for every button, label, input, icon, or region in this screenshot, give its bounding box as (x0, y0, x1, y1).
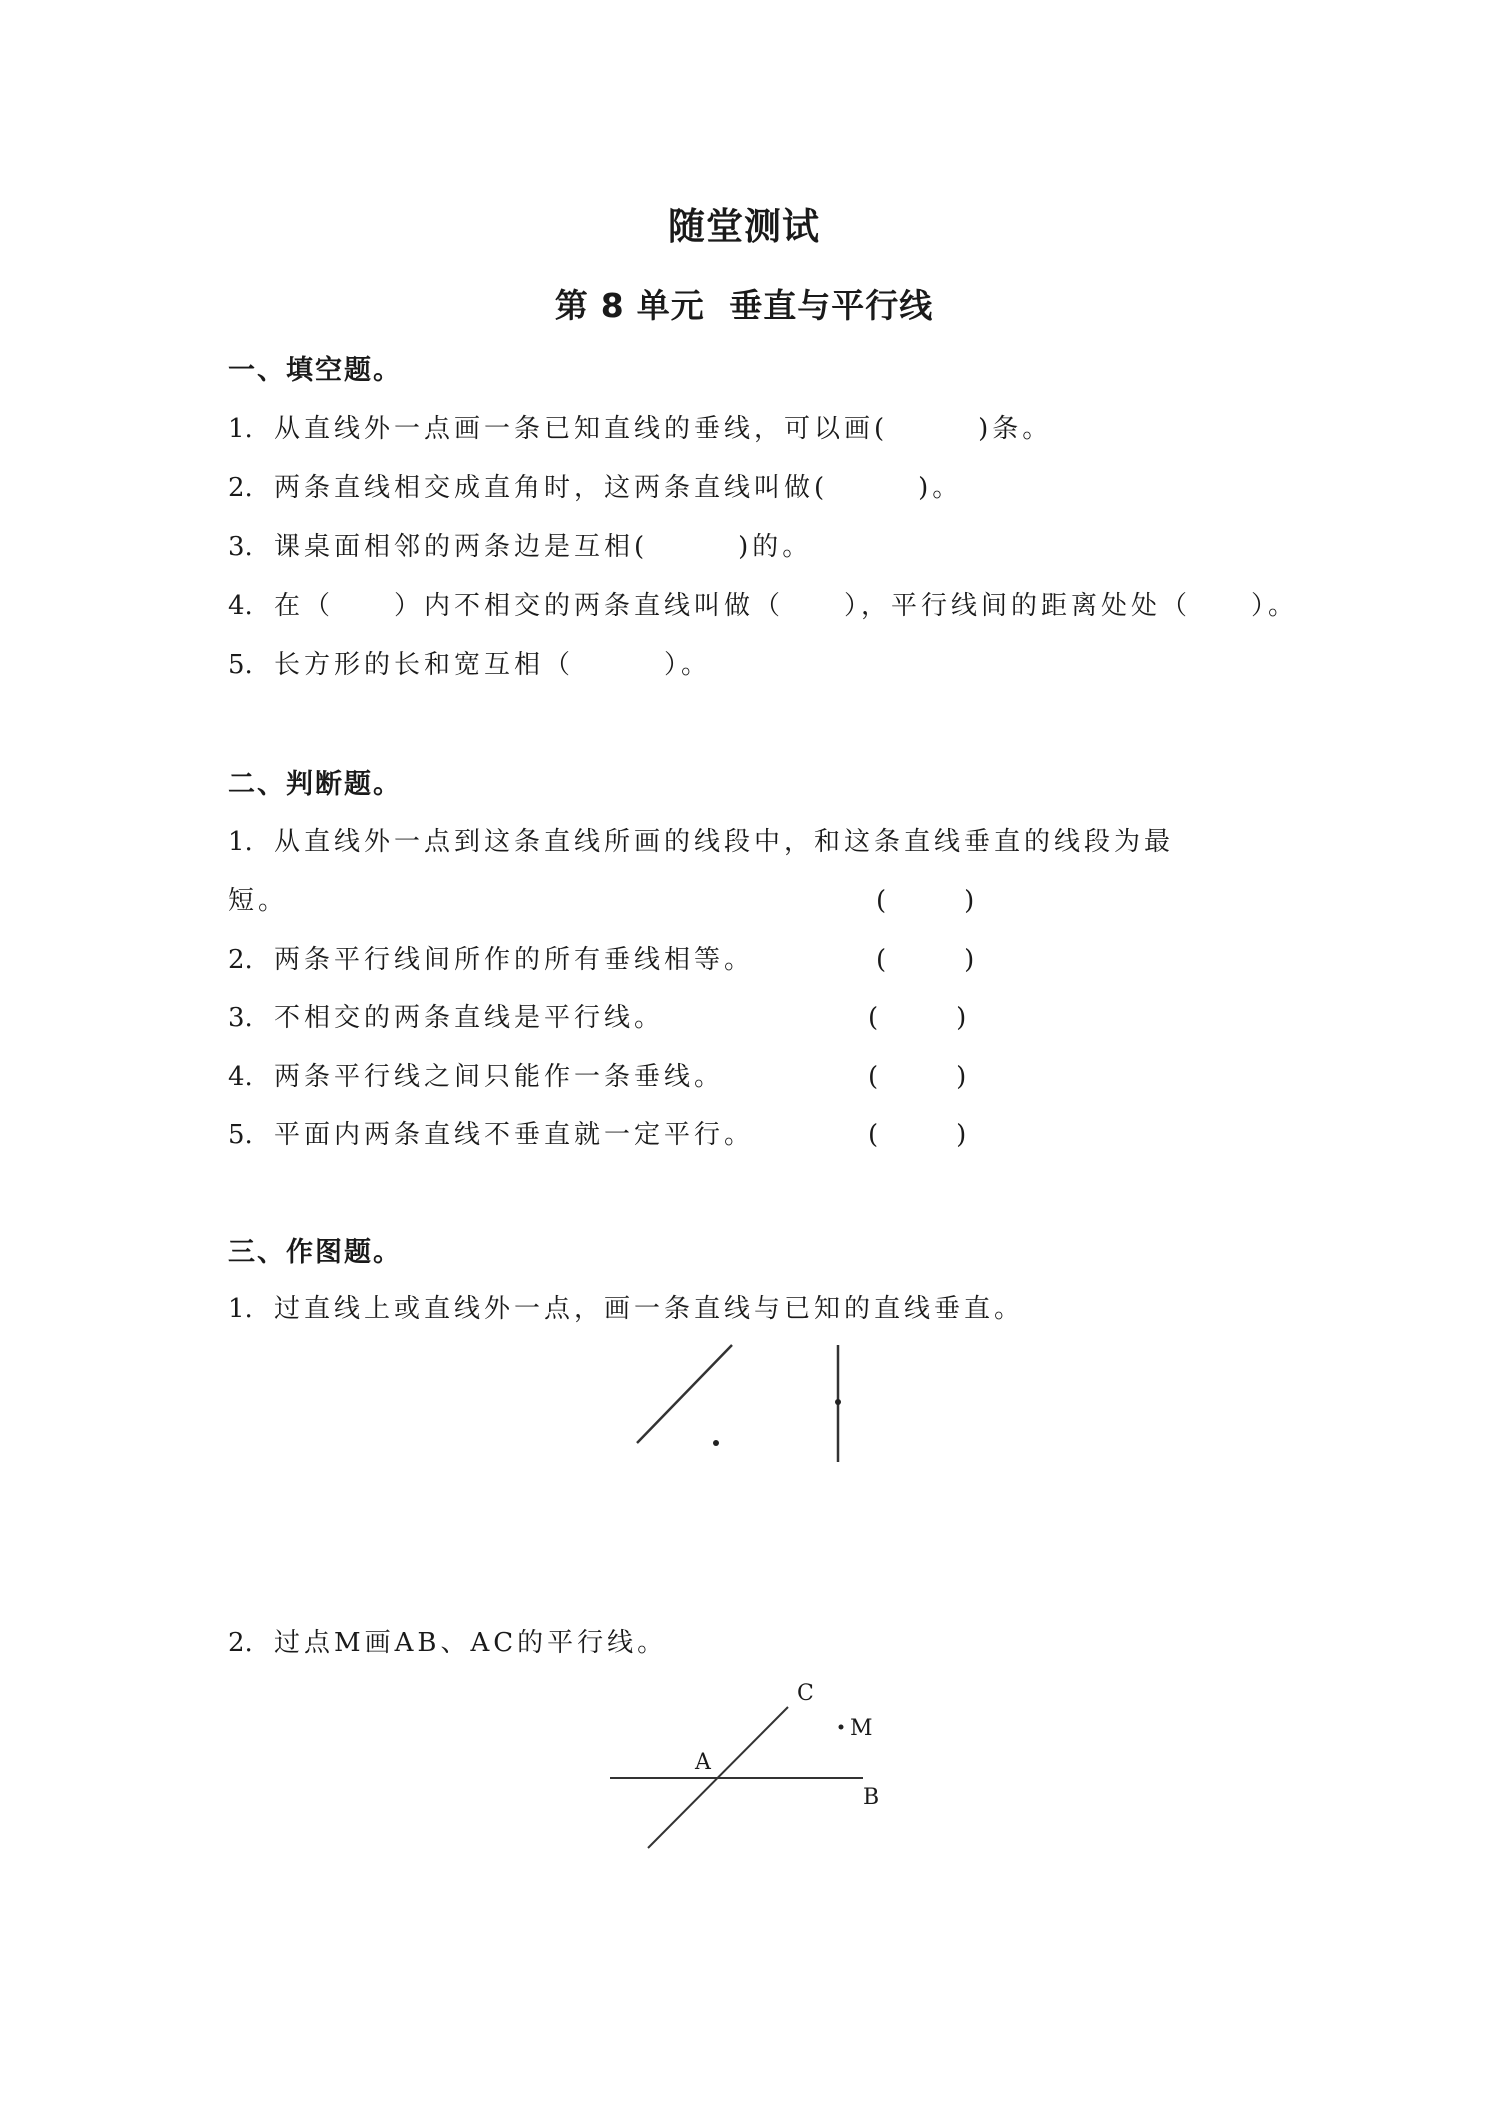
question-text: 在（ ）内不相交的两条直线叫做（ ），平行线间的距离处处（ ）。 (274, 591, 1299, 621)
label-b: B (863, 1785, 880, 1810)
question-number: 5. (228, 650, 253, 680)
label-a: A (695, 1750, 711, 1775)
point-m (839, 1725, 844, 1730)
question-text: 课桌面相邻的两条边是互相( )的。 (274, 532, 813, 562)
question-text: 两条直线相交成直角时，这两条直线叫做( )。 (274, 473, 963, 503)
unit-topic: 垂直与平行线 (729, 286, 934, 325)
question-text: 两条平行线间所作的所有垂线相等。 (274, 945, 755, 975)
question-text: 从直线外一点到这条直线所画的线段中，和这条直线垂直的线段为最 (274, 827, 1175, 857)
question-text: 从直线外一点画一条已知直线的垂线，可以画( )条。 (274, 414, 1053, 444)
question-text: 过点M画AB、AC的平行线。 (274, 1628, 668, 1658)
page-title: 随堂测试 (668, 205, 820, 248)
question-number: 3. (228, 532, 253, 562)
question-number: 1. (228, 414, 253, 444)
question-number: 4. (228, 1062, 253, 1092)
section-heading-fill-blank: 一、填空题。 (228, 355, 402, 386)
question-text: 长方形的长和宽互相（ ）。 (274, 650, 712, 680)
question-text: 不相交的两条直线是平行线。 (274, 1003, 665, 1033)
label-c: C (797, 1681, 814, 1706)
question-continuation: 短。 (228, 886, 289, 916)
question-number: 1. (228, 1294, 253, 1324)
question-number: 3. (228, 1003, 253, 1033)
question-number: 2. (228, 1628, 253, 1658)
unit-label: 单元 (636, 286, 705, 325)
point-outside-line (713, 1440, 719, 1446)
point-on-line (835, 1399, 841, 1405)
question-number: 2. (228, 473, 253, 503)
question-number: 5. (228, 1120, 253, 1150)
question-number: 1. (228, 827, 253, 857)
answer-paren: ( ) (868, 1120, 967, 1150)
question-text: 两条平行线之间只能作一条垂线。 (274, 1062, 725, 1092)
answer-paren: ( ) (868, 1003, 967, 1033)
question-text: 过直线上或直线外一点，画一条直线与已知的直线垂直。 (274, 1294, 1025, 1324)
question-number: 4. (228, 591, 253, 621)
unit-number: 8 (600, 286, 625, 325)
question-number: 2. (228, 945, 253, 975)
question-text: 平面内两条直线不垂直就一定平行。 (274, 1120, 755, 1150)
unit-prefix: 第 (554, 286, 589, 325)
slanted-line (637, 1345, 732, 1443)
answer-paren: ( ) (876, 945, 975, 975)
label-m: M (850, 1716, 873, 1741)
answer-paren: ( ) (868, 1062, 967, 1092)
section-heading-drawing: 三、作图题。 (228, 1237, 402, 1268)
answer-paren: ( ) (876, 886, 975, 916)
section-heading-true-false: 二、判断题。 (228, 769, 402, 800)
